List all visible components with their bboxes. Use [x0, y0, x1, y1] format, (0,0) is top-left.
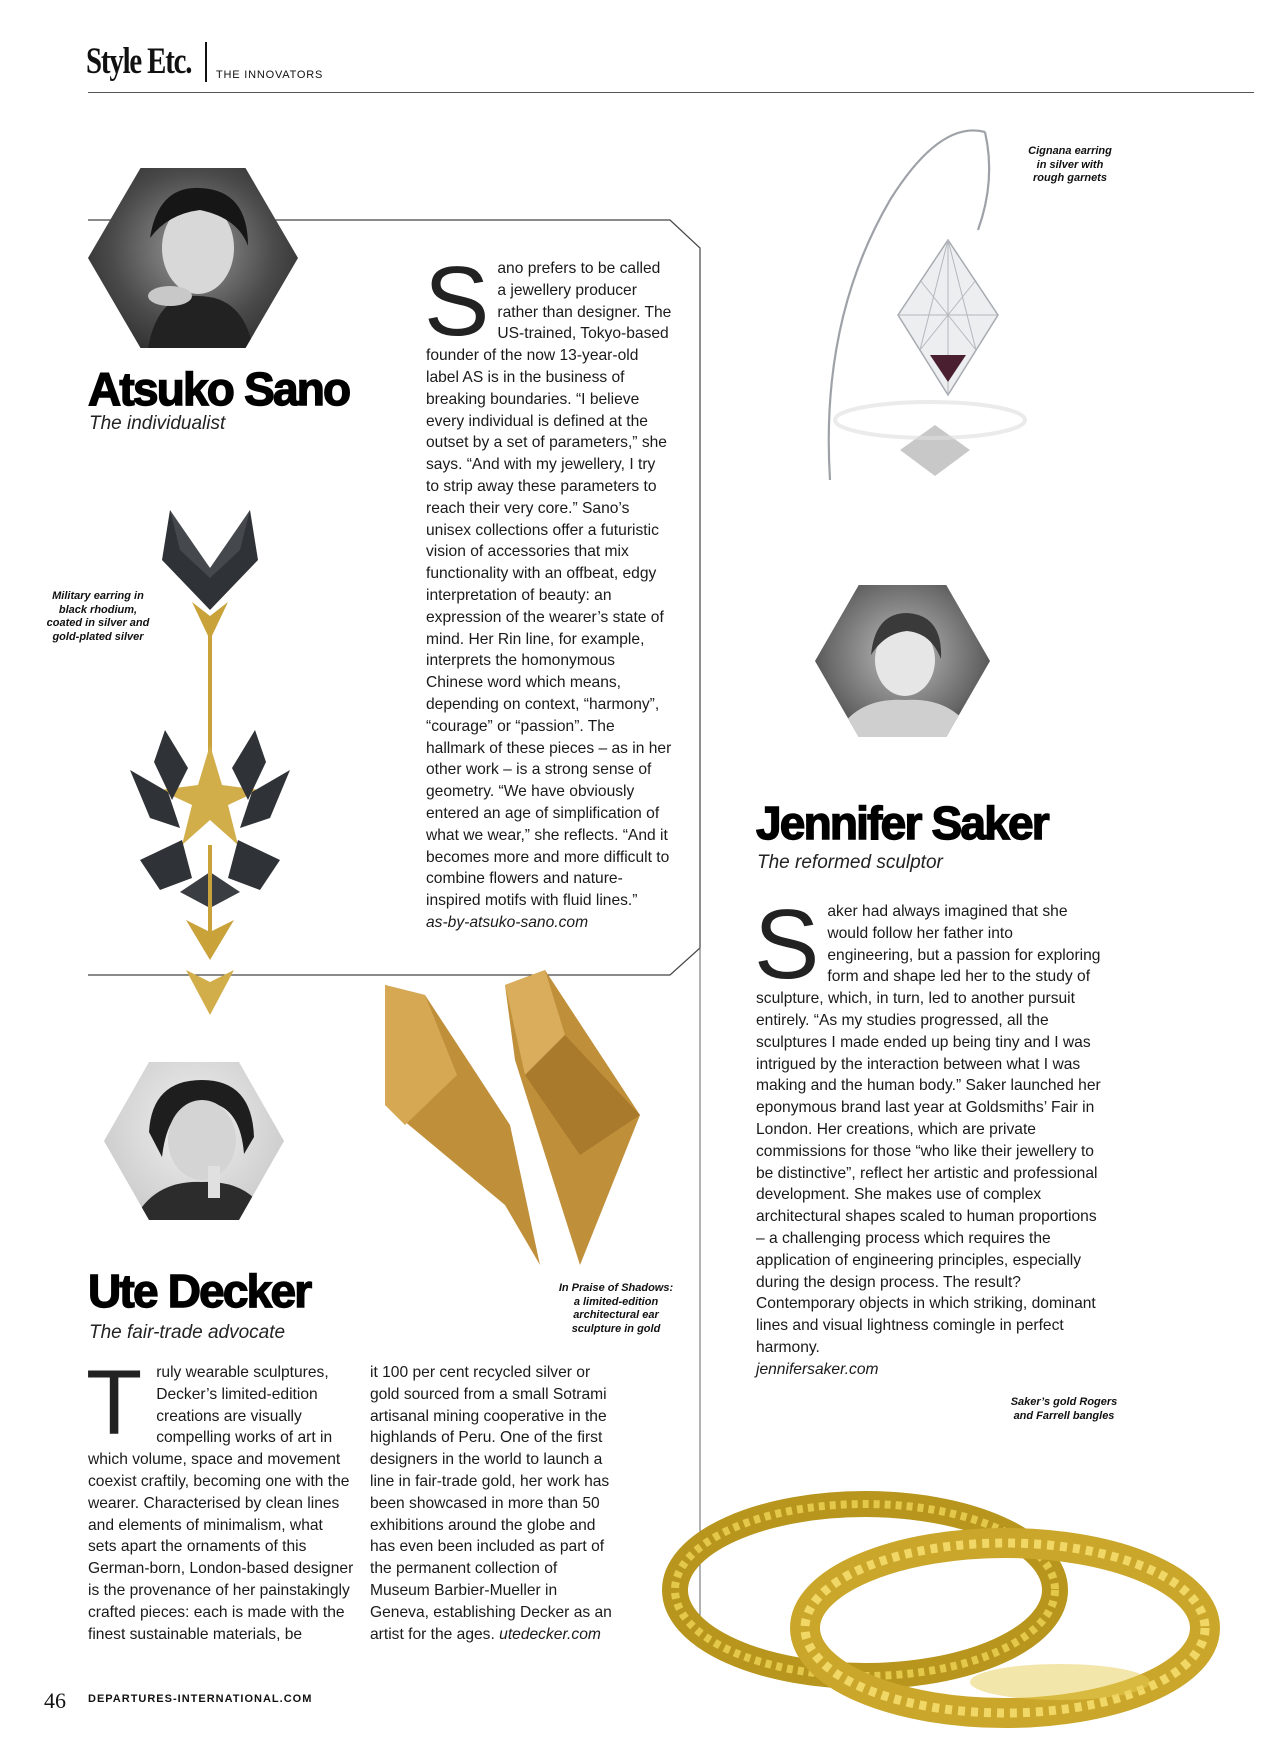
sano-article — [424, 246, 672, 934]
decker-url[interactable]: utedecker.com — [499, 1625, 601, 1643]
saker-name: Jennifer Saker — [756, 797, 1048, 849]
cignana-caption: Cignana earring in silver with rough garnets — [1028, 145, 1112, 184]
saker-url[interactable]: jennifersaker.com — [756, 1360, 879, 1378]
saker-subtitle: The reformed sculptor — [757, 852, 943, 873]
decker-article-col2 — [370, 1362, 620, 1645]
cignana-earring-image — [780, 120, 1030, 540]
sano-dropcap: S — [424, 246, 490, 356]
section-label: THE INNOVATORS — [216, 69, 324, 81]
decker-dropcap: T — [86, 1352, 143, 1454]
saker-dropcap: S — [754, 889, 820, 999]
sano-url[interactable]: as-by-atsuko-sano.com — [426, 913, 589, 931]
decker-body-col1: ruly wearable sculptures, Decker’s limited-edition creations are visually compelling works of art in which volume, space and movement coexist craftily, becoming one with the wearer. Characterised by clean lines and elements of minimalism, what sets apart the ornaments of this German-born, London-based designer is the provenance of her painstakingly crafted pieces: each is made with the finest sustainable materials, be — [88, 1364, 354, 1643]
praise-of-shadows-image — [365, 965, 665, 1285]
military-earring-image — [110, 500, 310, 1030]
praise-caption: In Praise of Shadows: a limited-edition architectural ear sculpture in gold — [558, 1282, 674, 1335]
decker-body-col2: it 100 per cent recycled silver or gold sourced from a small Sotrami artisanal mining cooperative in the highlands of Peru. One of the first designers in the world to launch a line in fair-trade gold, her work has been showcased in more than 50 exhibitions around the globe and has even been included as part of the permanent collection of Museum Barbier-Mueller in Geneva, establishing Decker as an artist for the ages. — [370, 1364, 612, 1643]
footer-website: DEPARTURES-INTERNATIONAL.COM — [88, 1693, 313, 1705]
sano-body: ano prefers to be called a jewellery producer rather than designer. The US-trained, Tokyo-based founder of the now 13-year-old label AS is in the business of breaking boundaries. “I believe every individual is defined at the outset by a set of parameters,” she says. “And with my jewellery, I try to strip away these parameters to reach their very core.” Sano’s unisex collections offer a futuristic vision of accessories that mix functionality with an offbeat, edgy interpretation of beauty: an expression of the wearer’s state of mind. Her Rin line, for example, interprets the homonymous Chinese word which means, depending on context, “harmony”, “courage” or “passion”. The hallmark of these pieces – as in her other work – is a strong sense of geometry. “We have obviously entered an age of simplification of what we wear,” she reflects. “And it becomes more and more difficult to combine flowers and nature-inspired motifs with fluid lines.” — [426, 260, 672, 910]
page-number: 46 — [44, 1688, 66, 1713]
sano-subtitle: The individualist — [89, 413, 226, 434]
bangles-image — [660, 1450, 1250, 1740]
decker-article-col1 — [86, 1352, 354, 1645]
bangles-caption: Saker’s gold Rogers and Farrell bangles — [1010, 1396, 1118, 1422]
sano-name: Atsuko Sano — [88, 363, 350, 415]
decker-name: Ute Decker — [88, 1265, 311, 1317]
masthead-title: Style Etc. — [86, 41, 192, 82]
military-earring-caption: Military earring in black rhodium, coated in silver and gold-plated silver — [46, 590, 150, 643]
decker-subtitle: The fair-trade advocate — [89, 1322, 286, 1343]
saker-article — [754, 889, 1102, 1381]
saker-body: aker had always imagined that she would follow her father into engineering, but a passion for exploring form and shape led her to the study of sculpture, which, in turn, led to another pursuit entirely. “As my studies progressed, all the sculptures I made ended up being tiny and I was intrigued by the interaction between what I was making and the human body.” Saker launched her eponymous brand last year at Goldsmiths’ Fair in London. Her creations, which are private commissions for those “who like their jewellery to be distinctive”, reflect her artistic and professional development. She makes use of complex architectural shapes scaled to human proportions – a challenging process which requires the application of engineering principles, especially during the design process. The result? Contemporary objects in which striking, dominant lines and visual lightness comingle in perfect harmony. — [756, 903, 1101, 1356]
